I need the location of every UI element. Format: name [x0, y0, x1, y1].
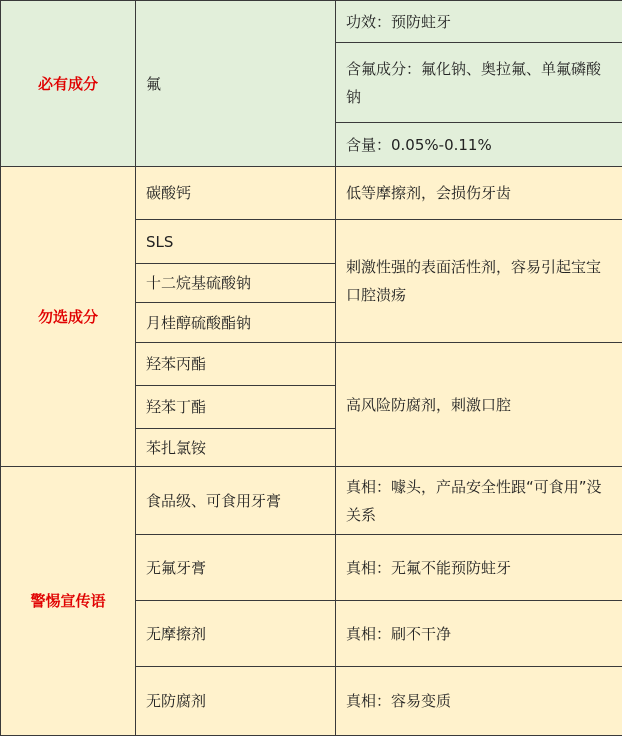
avoid-note: 刺激性强的表面活性剂，容易引起宝宝口腔溃疡: [336, 220, 622, 343]
avoid-ingredient: 月桂醇硫酸酯钠: [136, 303, 336, 343]
caution-claim: 无氟牙膏: [136, 535, 336, 601]
required-note-effect: 功效：预防蛀牙: [336, 1, 622, 43]
category-caution: 警惕宣传语: [1, 467, 136, 736]
caution-claim: 食品级、可食用牙膏: [136, 467, 336, 535]
avoid-ingredient: 苯扎氯铵: [136, 429, 336, 467]
caution-claim: 无摩擦剂: [136, 601, 336, 667]
caution-truth: 真相：刷不干净: [336, 601, 622, 667]
required-note-compounds: 含氟成分：氟化钠、奥拉氟、单氟磷酸钠: [336, 43, 622, 123]
avoid-note: 高风险防腐剂，刺激口腔: [336, 343, 622, 467]
category-avoid: 勿选成分: [1, 167, 136, 467]
ingredient-fluoride: 氟: [136, 1, 336, 167]
avoid-ingredient: 十二烷基硫酸钠: [136, 264, 336, 303]
caution-truth: 真相：噱头，产品安全性跟“可食用”没关系: [336, 467, 622, 535]
avoid-ingredient: 羟苯丁酯: [136, 386, 336, 429]
required-note-content: 含量：0.05%-0.11%: [336, 123, 622, 167]
category-required: 必有成分: [1, 1, 136, 167]
avoid-note: 低等摩擦剂，会损伤牙齿: [336, 167, 622, 220]
avoid-ingredient: 碳酸钙: [136, 167, 336, 220]
avoid-ingredient: 羟苯丙酯: [136, 343, 336, 386]
caution-claim: 无防腐剂: [136, 667, 336, 736]
avoid-ingredient: SLS: [136, 220, 336, 264]
caution-truth: 真相：无氟不能预防蛀牙: [336, 535, 622, 601]
caution-truth: 真相：容易变质: [336, 667, 622, 736]
